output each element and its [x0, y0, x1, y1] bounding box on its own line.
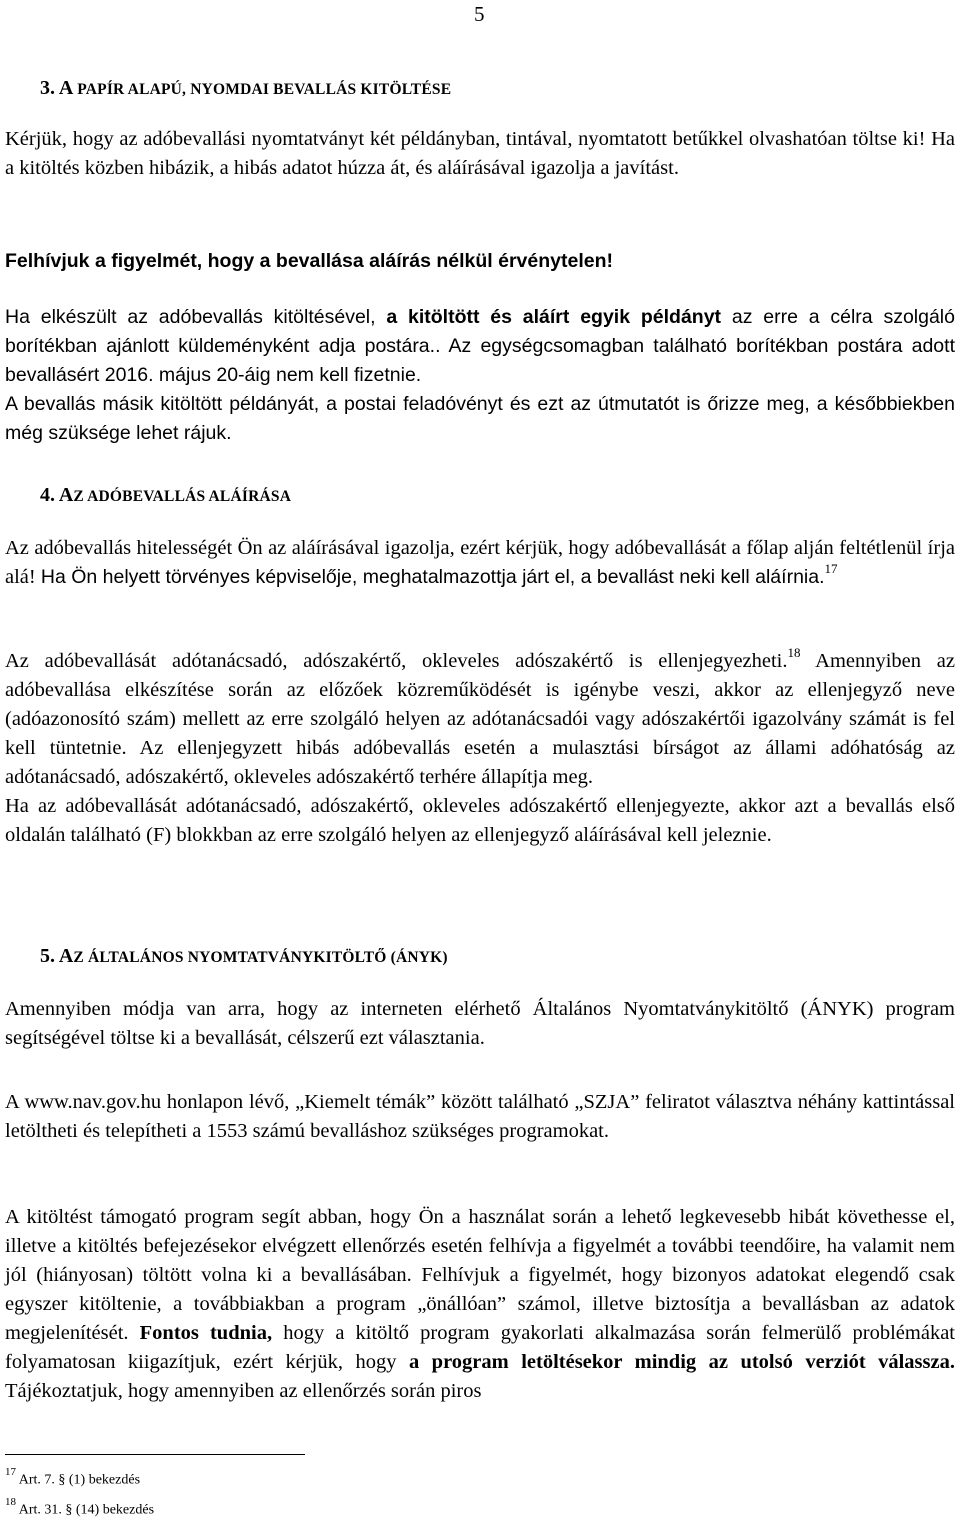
paragraph-signing: Az adóbevallás hitelességét Ön az aláírásával igazolja, ezért kérjük, hogy adóbevallását a főlap alján feltétlenül írja alá! Ha Ön helyett törvényes képviselője, meghatalmazottja járt el, a bevallást neki kell aláírnia.$^{17}$: [5, 537, 955, 588]
footnote-17: $^{17}$ Art. 7. § (1) bekezdés: [5, 1466, 141, 1488]
section-heading-4: 4. AZ ADÓBEVALLÁS ALÁÍRÁSA: [40, 484, 292, 506]
footnote-18: $^{18}$ Art. 31. § (14) bekezdés: [5, 1495, 155, 1518]
section-heading-3: 3. A PAPÍR ALAPÚ, NYOMDAI BEVALLÁS KITÖLTÉSE: [40, 77, 452, 99]
footnote-divider: [5, 1454, 305, 1455]
footnote-ref-17: 17: [824, 561, 838, 577]
paragraph-program-help: A kitöltést támogató program segít abban, hogy Ön a használat során a lehető legkevesebb hibát követhesse el, illetve a kitöltés befejezésekor elvégzett ellenőrzés esetén felhívja a figyelmét a további teendőire, ha valamit nem jól (hiányosan) töltött volna ki a bevallásában. Felhívjuk a figyelmét, hogy bizonyos adatokat elegendő csak egyszer kitöltenie, a továbbiakban a program „önállóan” számol, illetve biztosítja a bevallásban az adatok megjelenítését. Fontos tudnia, hogy a kitöltő program gyakorlati alkalmazása során felmerülő problémákat folyamatosan kiigazítjuk, ezért kérjük, hogy a program letöltésekor mindig az utolsó verziót válassza. Tájékoztatjuk, hogy amennyiben az ellenőrzés során piros: [5, 1206, 955, 1402]
paragraph-download: A www.nav.gov.hu honlapon lévő, „Kiemelt témák” között található „SZJA” feliratot választva néhány kattintással letöltheti és telepítheti a 1553 számú bevalláshoz szükséges programokat.: [5, 1091, 955, 1142]
paragraph-signature-warning: Felhívjuk a figyelmét, hogy a bevallása aláírás nélkül érvénytelen!: [5, 250, 614, 272]
footnotes: [5, 1463, 154, 1522]
paragraph-anyk-intro: Amennyiben módja van arra, hogy az interneten elérhető Általános Nyomtatványkitöltő (ÁNYK) program segítségével töltse ki a bevallását, célszerű ezt választania.: [5, 998, 955, 1049]
page-number: 5: [474, 2, 485, 26]
footnote-ref-18: 18: [787, 645, 801, 661]
paragraph-posting: Ha elkészült az adóbevallás kitöltésével, a kitöltött és aláírt egyik példányt az erre a célra szolgáló borítékban ajánlott küldeményként adja postára.. Az egységcsomagban található borítékban postára adott bevallásért 2016. május 20-áig nem kell fizetnie. A bevallás másik kitöltött példányát, a postai feladóvényt és ezt az útmutatót is őrizze meg, a későbbiekben még szüksége lehet rájuk.: [5, 306, 955, 444]
paragraph-countersign: Az adóbevallását adótanácsadó, adószakértő, okleveles adószakértő is ellenjegyezheti.$^{18}$ Amennyiben az adóbevallása elkészítése során az előzőek közreműködését is igénybe veszi, akkor az ellenjegyző neve (adóazonosító szám) mellett az erre szolgáló helyen az adótanácsadói vagy adószakértői igazolvány számát is fel kell tüntetnie. Az ellenjegyzett hibás adóbevallás esetén a mulasztási bírságot az állami adóhatóság az adótanácsadó, adószakértő, okleveles adószakértő terhére állapítja meg. Ha az adóbevallását adótanácsadó, adószakértő, okleveles adószakértő ellenjegyezte, akkor azt a bevallás első oldalán található (F) blokkban az erre szolgáló helyen az ellenjegyző aláírásával kell jeleznie.: [5, 645, 955, 846]
paragraph-print-instructions: Kérjük, hogy az adóbevallási nyomtatványt két példányban, tintával, nyomtatott betűkkel olvashatóan töltse ki! Ha a kitöltés közben hibázik, a hibás adatot húzza át, és aláírásával igazolja a javítást.: [5, 128, 955, 179]
section-heading-5: 5. AZ ÁLTALÁNOS NYOMTATVÁNYKITÖLTŐ (ÁNYK): [40, 945, 448, 967]
